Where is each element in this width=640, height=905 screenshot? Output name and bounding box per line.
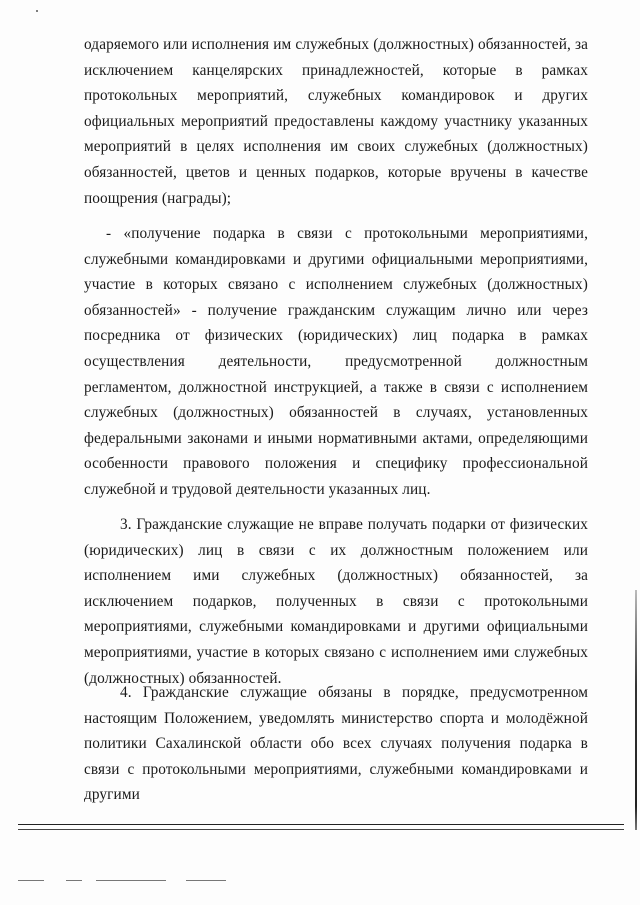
paragraph-text: 4. Гражданские служащие обязаны в порядке, предусмотренном настоящим Положением, уведомлять министерство спорта и молодёжной политики Сахалинской области обо всех случаях получения подарка в связи с протокольными мероприятиями, служебными командировками и другими bbox=[84, 684, 588, 804]
scan-artifact-line bbox=[66, 880, 82, 881]
scan-edge-shadow bbox=[635, 590, 637, 830]
paragraph-text: 3. Гражданские служащие не вправе получать подарки от физических (юридических) лиц в связи с их должностным положением или исполнением ими служебных (должностных) обязанностей, за исключением подарков, полученных в связи с протокольными мероприятиями, служебными командировками и другими официальными мероприятиями, участие в которых связано с исполнением ими служебных (должностных) обязанностей. bbox=[84, 516, 588, 687]
scan-artifact-line bbox=[18, 880, 44, 881]
scan-artifact-line bbox=[96, 880, 166, 881]
footer-divider bbox=[18, 824, 624, 825]
scan-artifact-line bbox=[186, 880, 226, 881]
paragraph-continuation bbox=[84, 32, 588, 211]
paragraph-clause-3 bbox=[84, 512, 588, 691]
paragraph-text: - «получение подарка в связи с протокольными мероприятиями, служебными командировками и другими официальными мероприятиями, участие в которых связано с исполнением служебных (должностных) обязанностей» - получение гражданским служащим лично или через посредника от физических (юридических) лиц подарка в рамках осуществления деятельности, предусмотренной должностным регламентом, должностной инструкцией, а также в связи с исполнением служебных (должностных) обязанностей в случаях, установленных федеральными законами и иными нормативными актами, определяющими особенности правового положения и специфику профессиональной служебной и трудовой деятельности указанных лиц. bbox=[84, 225, 588, 498]
paragraph-clause-4 bbox=[84, 680, 588, 808]
paragraph-text: одаряемого или исполнения им служебных (должностных) обязанностей, за исключением канцелярских принадлежностей, которые в рамках протокольных мероприятий, служебных командировок и других официальных мероприятий предоставлены каждому участнику указанных мероприятий в целях исполнения им своих служебных (должностных) обязанностей, цветов и ценных подарков, которые вручены в качестве поощрения (награды); bbox=[84, 36, 588, 207]
paragraph-definition bbox=[84, 221, 588, 503]
footer-divider-secondary bbox=[18, 829, 624, 830]
scan-speck bbox=[36, 10, 38, 12]
